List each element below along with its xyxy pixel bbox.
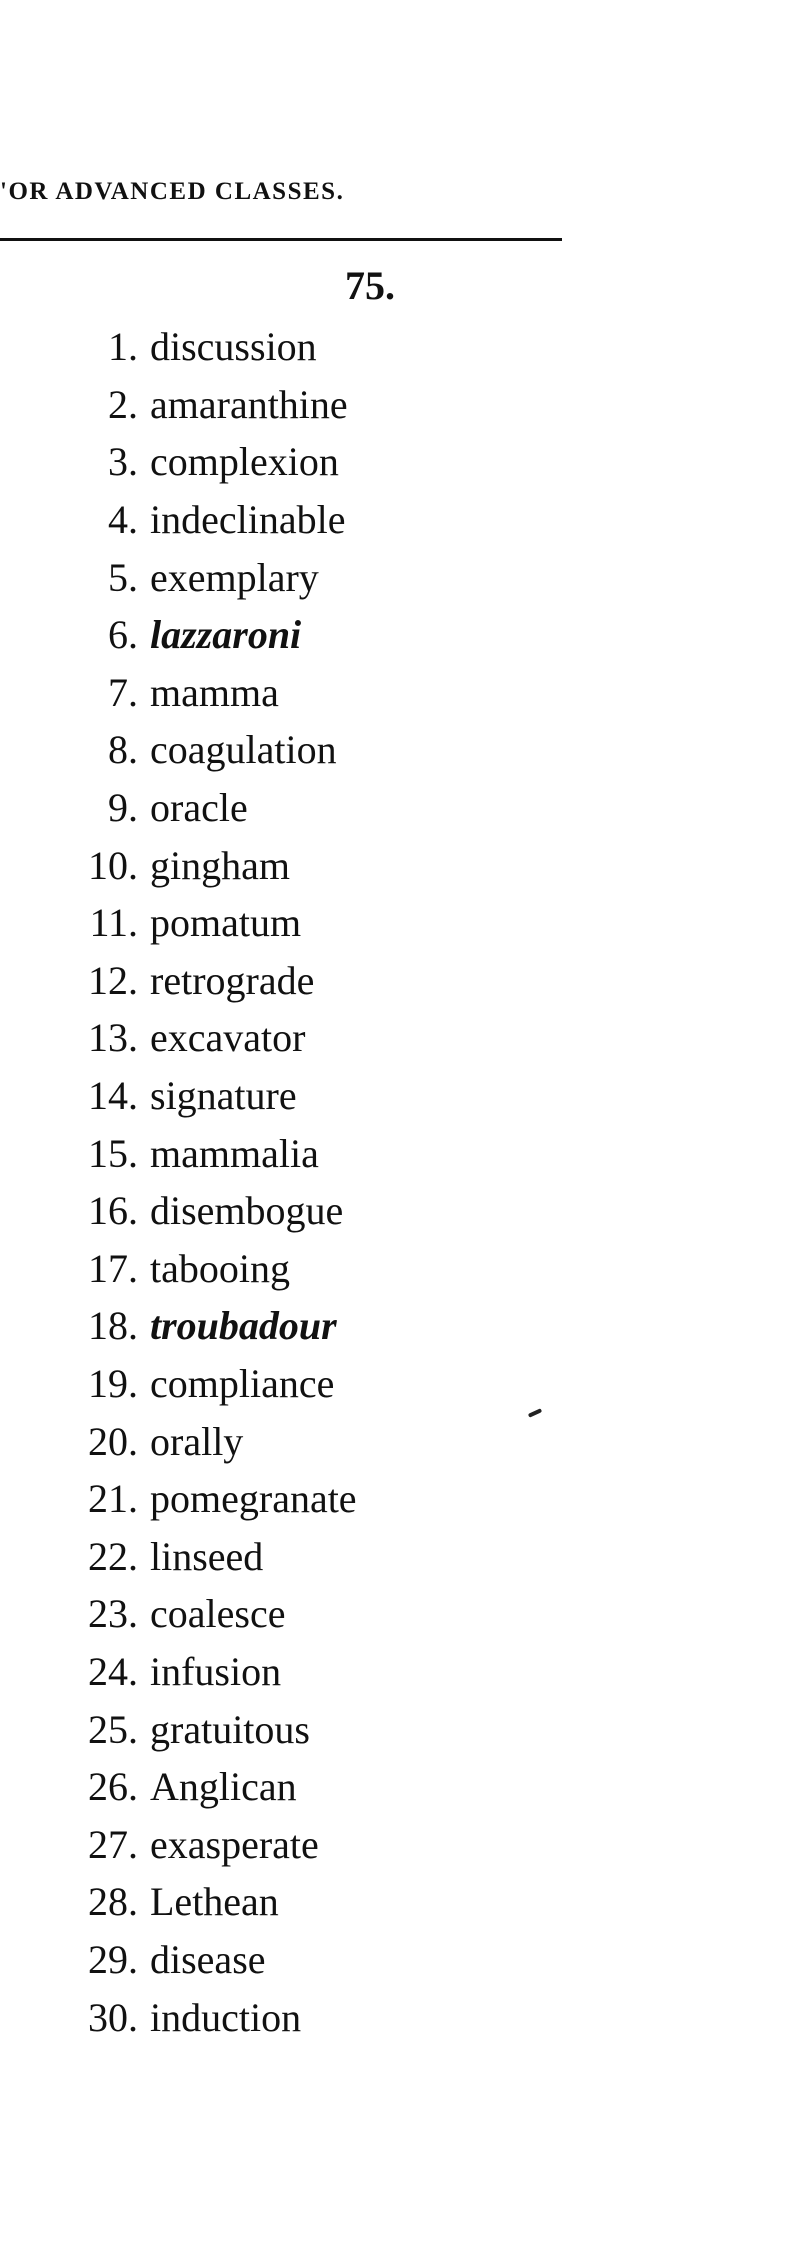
word-list-item	[0, 779, 357, 837]
word-text: exasperate	[150, 1821, 319, 1867]
word-list-item	[0, 606, 357, 664]
word-list-item	[0, 1412, 357, 1470]
word-text: compliance	[150, 1360, 335, 1406]
word-text: signature	[150, 1073, 297, 1119]
word-text: pomatum	[150, 900, 302, 946]
word-text: retrograde	[150, 957, 315, 1003]
word-number: 24.	[88, 1648, 138, 1694]
running-head: 'OR ADVANCED CLASSES.	[0, 178, 345, 205]
word-number: 20.	[88, 1418, 138, 1464]
word-list-item	[0, 836, 357, 894]
word-text: indeclinable	[150, 497, 346, 543]
word-number: 23.	[88, 1591, 138, 1637]
word-text: infusion	[150, 1648, 282, 1694]
word-text: oracle	[150, 785, 248, 831]
word-number: 11.	[89, 900, 138, 946]
word-text: linseed	[150, 1533, 264, 1579]
word-number: 28.	[88, 1879, 138, 1925]
word-list-item	[0, 664, 357, 722]
word-number: 2.	[108, 381, 138, 427]
word-text: complexion	[150, 439, 339, 485]
word-text: induction	[150, 1994, 302, 2040]
word-number: 27.	[88, 1821, 138, 1867]
word-text: orally	[150, 1418, 244, 1464]
word-text: gingham	[150, 842, 290, 888]
word-number: 4.	[108, 497, 138, 543]
word-text: troubadour	[150, 1303, 337, 1349]
word-list-item	[0, 376, 357, 434]
word-text: mammalia	[150, 1130, 319, 1176]
word-number: 16.	[88, 1188, 138, 1234]
word-list-item	[0, 1585, 357, 1643]
word-number: 5.	[108, 554, 138, 600]
word-list-item	[0, 1182, 357, 1240]
word-text: excavator	[150, 1015, 306, 1061]
word-number: 21.	[88, 1476, 138, 1522]
word-list-item	[0, 491, 357, 549]
word-number: 17.	[88, 1245, 138, 1291]
word-list-item	[0, 1124, 357, 1182]
word-number: 22.	[88, 1533, 138, 1579]
word-list-item	[0, 1009, 357, 1067]
word-number: 18.	[88, 1303, 138, 1349]
word-list-item	[0, 1988, 357, 2046]
word-text: gratuitous	[150, 1706, 310, 1752]
word-list-item	[0, 721, 357, 779]
word-list-item	[0, 1355, 357, 1413]
word-list-item	[0, 1931, 357, 1989]
word-list-item	[0, 1240, 357, 1298]
word-number: 14.	[88, 1073, 138, 1119]
word-number: 26.	[88, 1764, 138, 1810]
word-number: 6.	[108, 612, 138, 658]
word-text: coalesce	[150, 1591, 286, 1637]
word-list-item	[0, 1758, 357, 1816]
word-text: Anglican	[150, 1764, 297, 1810]
word-number: 10.	[88, 842, 138, 888]
word-list-item	[0, 1700, 357, 1758]
word-text: pomegranate	[150, 1476, 357, 1522]
word-text: Lethean	[150, 1879, 279, 1925]
word-number: 30.	[88, 1994, 138, 2040]
word-text: lazzaroni	[150, 612, 302, 658]
word-text: discussion	[150, 324, 317, 370]
word-list	[0, 318, 357, 2046]
word-number: 15.	[88, 1130, 138, 1176]
word-list-item	[0, 1470, 357, 1528]
word-list-item	[0, 894, 357, 952]
word-text: amaranthine	[150, 381, 348, 427]
word-list-item	[0, 1815, 357, 1873]
word-list-item	[0, 1067, 357, 1125]
word-list-item	[0, 548, 357, 606]
word-list-item	[0, 318, 357, 376]
word-number: 13.	[88, 1015, 138, 1061]
word-list-item	[0, 952, 357, 1010]
word-text: disembogue	[150, 1188, 344, 1234]
word-number: 9.	[108, 785, 138, 831]
word-list-item	[0, 1297, 357, 1355]
word-text: exemplary	[150, 554, 319, 600]
word-number: 8.	[108, 727, 138, 773]
word-number: 19.	[88, 1360, 138, 1406]
word-number: 29.	[88, 1936, 138, 1982]
lesson-number: 75.	[345, 263, 395, 308]
word-number: 1.	[108, 324, 138, 370]
word-list-item	[0, 433, 357, 491]
word-list-item	[0, 1527, 357, 1585]
word-number: 3.	[108, 439, 138, 485]
word-text: coagulation	[150, 727, 337, 773]
word-number: 25.	[88, 1706, 138, 1752]
header-rule	[0, 238, 562, 241]
word-list-item	[0, 1873, 357, 1931]
stray-ink-mark	[528, 1408, 542, 1418]
word-number: 7.	[108, 669, 138, 715]
word-text: tabooing	[150, 1245, 290, 1291]
word-list-item	[0, 1643, 357, 1701]
word-number: 12.	[88, 957, 138, 1003]
word-text: disease	[150, 1936, 266, 1982]
word-text: mamma	[150, 669, 279, 715]
